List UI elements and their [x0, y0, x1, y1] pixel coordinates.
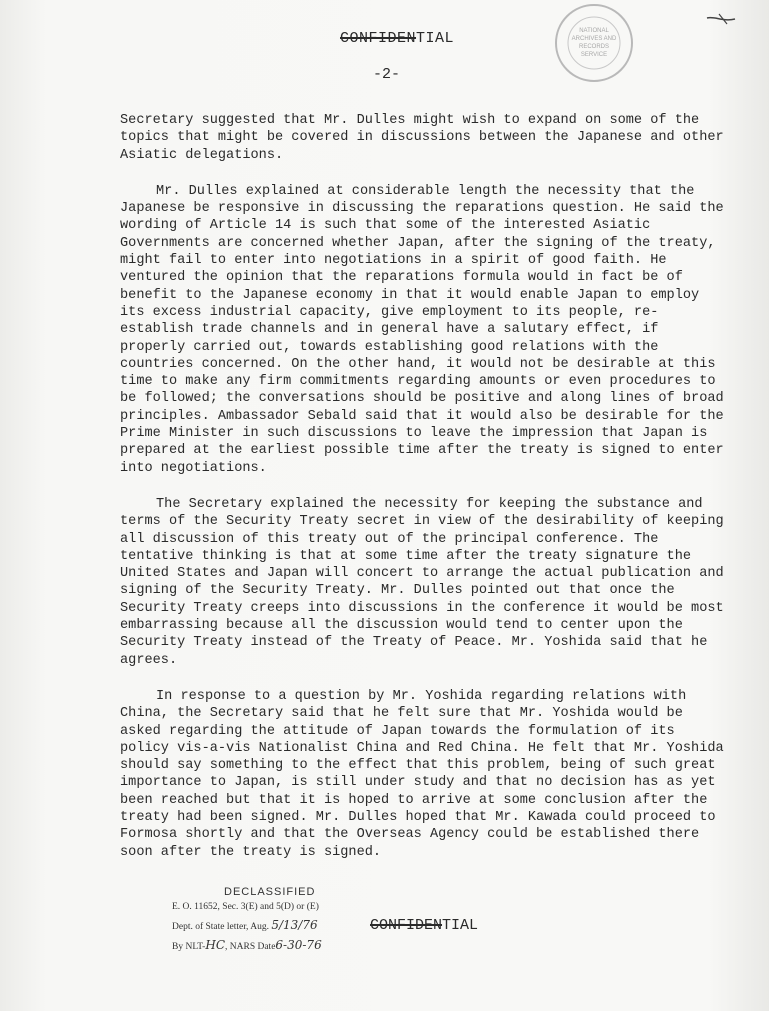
- page-number: -2-: [373, 66, 401, 83]
- nars-date: 6-30-76: [275, 938, 322, 952]
- confidential-header: [340, 30, 454, 47]
- stamp-line-2: ARCHIVES AND: [571, 36, 617, 42]
- declassified-dept-letter: [172, 918, 322, 932]
- declassification-stamp: [172, 886, 322, 958]
- declassified-by: [172, 938, 322, 952]
- confidential-struck-part: CONFIDEN: [340, 30, 417, 47]
- stamp-line-1: NATIONAL: [579, 28, 609, 34]
- paragraph-4: In response to a question by Mr. Yoshida regarding relations with China, the Secretary said that he felt sure that Mr. Yoshida would be asked regarding the attitude of Japan towards the formulation of its policy vis-a-vis Nationalist China and Red China. He felt that Mr. Yoshida should say something to the effect that this problem, being of such great importance to Japan, is still under study and that no decision has as yet been reached but that it is hoped to arrive at some conclusion after the treaty had been signed. Mr. Dulles hoped that Mr. Kawada could proceed to Formosa shortly and that the Overseas Agency could be established there soon after the treaty is signed.: [120, 688, 724, 860]
- declassified-authority: E. O. 11652, Sec. 3(E) and 5(D) or (E): [172, 902, 319, 912]
- dept-letter-date: 5/13/76: [271, 918, 318, 932]
- declassified-title: DECLASSIFIED: [224, 886, 316, 898]
- nars-label: , NARS Date: [225, 942, 276, 952]
- footer-confidential-struck-part: CONFIDEN: [370, 917, 443, 934]
- memo-body: [120, 112, 730, 880]
- stamp-line-4: SERVICE: [580, 52, 608, 58]
- pen-mark-icon: [705, 10, 741, 30]
- by-initials: HC: [205, 938, 226, 952]
- stamp-line-3: RECORDS: [578, 44, 610, 50]
- archives-stamp-icon: [553, 2, 635, 84]
- paragraph-2: Mr. Dulles explained at considerable length the necessity that the Japanese be responsive in discussing the reparations question. He said the wording of Article 14 is such that some of the interested Asiatic Governments are concerned whether Japan, after the signing of the treaty, might fail to enter into negotiations in a spirit of good faith. He ventured the opinion that the reparations formula would in fact be of benefit to the Japanese economy in that it would enable Japan to employ its excess industrial capacity, give employment to its people, re-establish trade channels and in general have a salutary effect, if properly carried out, towards establishing good relations with the countries concerned. On the other hand, it would not be desirable at this time to make any firm commitments regarding amounts or even procedures to be followed; the conversations should be positive and along lines of broad principles. Ambassador Sebald said that it would also be desirable for the Prime Minister in such discussions to leave the impression that Japan is prepared at the earliest possible time after the treaty is signed to enter into negotiations.: [120, 183, 724, 476]
- footer-confidential-rest: TIAL: [442, 917, 479, 934]
- paragraph-1: Secretary suggested that Mr. Dulles might wish to expand on some of the topics that might be covered in discussions between the Japanese and other Asiatic delegations.: [120, 113, 724, 163]
- paragraph-3: The Secretary explained the necessity for keeping the substance and terms of the Security Treaty secret in view of the desirability of keeping all discussion of this treaty out of the principal conference. The tentative thinking is that at some time after the treaty signature the United States and Japan will concert to arrange the actual publication and signing of the Security Treaty. Mr. Dulles pointed out that once the Security Treaty creeps into discussions in the conference it would be most embarrassing because all the discussion would tend to center upon the Security Treaty instead of the Treaty of Peace. Mr. Yoshida said that he agrees.: [120, 496, 724, 668]
- confidential-rest: TIAL: [416, 30, 455, 47]
- by-label: By NLT-: [172, 942, 206, 952]
- confidential-footer: [370, 917, 478, 934]
- dept-letter-label: Dept. of State letter, Aug.: [172, 922, 269, 932]
